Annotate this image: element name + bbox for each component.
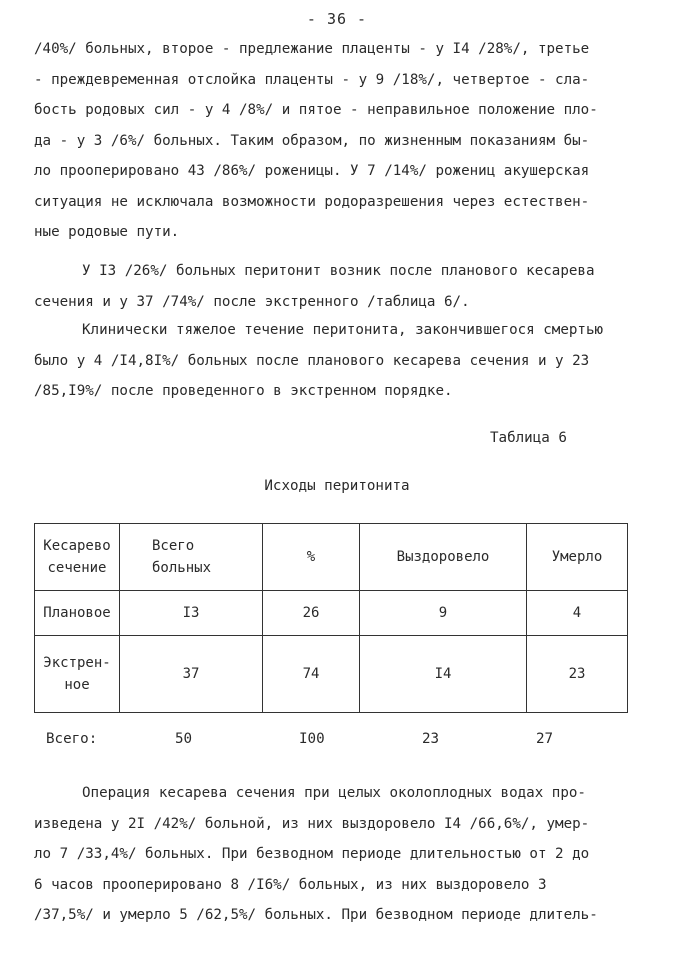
cell-percent: 74 (263, 636, 360, 713)
row-label-text: ное (64, 677, 90, 693)
table-row (35, 591, 628, 636)
text-line: 6 часов прооперировано 8 /I6%/ больных, из них выздоровело 3 (34, 876, 547, 893)
cell-percent: 26 (263, 591, 360, 636)
text-line: ло прооперировано 43 /86%/ роженицы. У 7 /14%/ рожениц акушерская (34, 163, 590, 179)
header-total-patients (120, 524, 263, 591)
text-line: Операция кесарева сечения при целых околоплодных водах про- (82, 785, 586, 801)
table-header-row (35, 524, 628, 591)
totals-percent: I00 (299, 731, 325, 747)
text-line: бость родовых сил - у 4 /8%/ и пятое - неправильное положение пло- (34, 102, 598, 118)
paragraph-2 (34, 256, 646, 317)
text-line: /37,5%/ и умерло 5 /62,5%/ больных. При безводном периоде длитель- (34, 907, 598, 923)
text-line: изведена у 2I /42%/ больной, из них выздоровело I4 /66,6%/, умер- (34, 815, 590, 832)
table-caption: Таблица 6 (490, 430, 567, 446)
text-line: У I3 /26%/ больных перитонит возник после планового кесарева (82, 263, 595, 279)
cell-total: I3 (120, 591, 263, 636)
table-title: Исходы перитонита (264, 478, 410, 494)
text-line: ло 7 /33,4%/ больных. При безводном периоде длительностью от 2 до (34, 846, 590, 862)
text-line: Клинически тяжелое течение перитонита, закончившегося смертью (82, 322, 604, 338)
header-text: Кесарево (43, 538, 111, 554)
totals-recovered: 23 (422, 731, 440, 747)
page-number: - 36 - (306, 10, 368, 28)
cell-recovered: 9 (360, 591, 527, 636)
totals-label: Всего: (46, 731, 98, 747)
text-line: ные родовые пути. (34, 224, 180, 240)
table-row (35, 636, 628, 713)
row-label (35, 636, 120, 713)
header-text: сечение (47, 560, 107, 576)
text-line: сечения и у 37 /74%/ после экстренного /таблица 6/. (34, 293, 470, 310)
header-text: Всего (152, 538, 195, 554)
paragraph-4 (34, 778, 646, 931)
header-percent: % (263, 524, 360, 591)
cell-recovered: I4 (360, 636, 527, 713)
totals-died: 27 (536, 731, 554, 747)
header-text: больных (152, 560, 212, 576)
text-line: да - у 3 /6%/ больных. Таким образом, по жизненным показаниям бы- (34, 132, 590, 149)
text-line: ситуация не исключала возможности родоразрешения через естествен- (34, 193, 590, 210)
header-died: Умерло (527, 524, 628, 591)
paragraph-1 (34, 34, 646, 248)
totals-row (34, 731, 628, 755)
paragraph-3 (34, 315, 646, 407)
cell-died: 23 (527, 636, 628, 713)
row-label-text: Экстрен- (43, 655, 111, 671)
cell-total: 37 (120, 636, 263, 713)
text-line: /85,I9%/ после проведенного в экстренном порядке. (34, 383, 453, 399)
text-line: /40%/ больных, второе - предлежание плаценты - у I4 /28%/, третье (34, 41, 590, 57)
row-label: Плановое (35, 591, 120, 636)
cell-died: 4 (527, 591, 628, 636)
text-line: - преждевременная отслойка плаценты - у 9 /18%/, четвертое - сла- (34, 71, 590, 88)
totals-total: 50 (175, 731, 193, 747)
text-line: было у 4 /I4,8I%/ больных после планового кесарева сечения и у 23 (34, 352, 590, 369)
outcomes-table (34, 523, 628, 713)
header-cesarean-type (35, 524, 120, 591)
header-recovered: Выздоровело (360, 524, 527, 591)
